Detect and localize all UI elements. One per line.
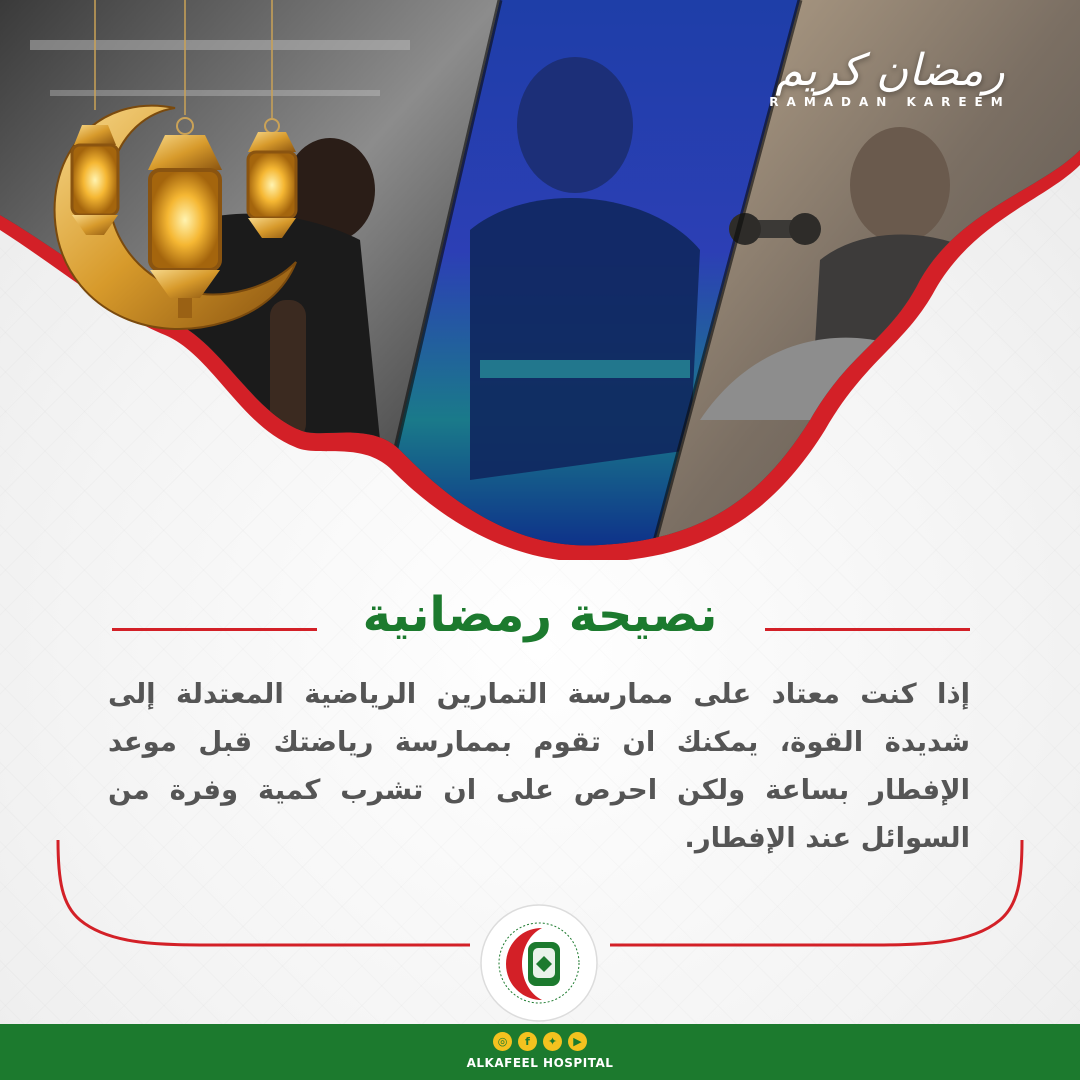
ramadan-kareem-arabic: رمضان كريم [775,45,1005,96]
tip-body-text: إذا كنت معتاد على ممارسة التمارين الرياضية المعتدلة إلى شديدة القوة، يمكنك ان تقوم بممارسة رياضتك قبل موعد الإفطار بساعة ولكن احرص على ان تشرب كمية وفرة من السوائل عند الإفطار. [108,678,970,854]
title-divider-left [112,628,317,631]
footer-hospital-name: ALKAFEEL HOSPITAL [466,1056,614,1070]
title-row [0,585,1080,655]
instagram-icon[interactable]: ◎ [493,1032,512,1051]
ramadan-kareem-logo [740,45,1040,109]
ramadan-kareem-english: RAMADAN KAREEM [769,95,1011,109]
facebook-icon[interactable]: f [518,1032,537,1051]
hospital-logo [478,902,600,1024]
social-icons [0,1032,1080,1051]
footer-bar [0,1024,1080,1080]
page-title: نصيحة رمضانية [362,587,718,643]
title-divider-right [765,628,970,631]
youtube-icon[interactable]: ▶ [568,1032,587,1051]
lantern-left-icon [72,125,118,235]
twitter-icon[interactable]: ✦ [543,1032,562,1051]
